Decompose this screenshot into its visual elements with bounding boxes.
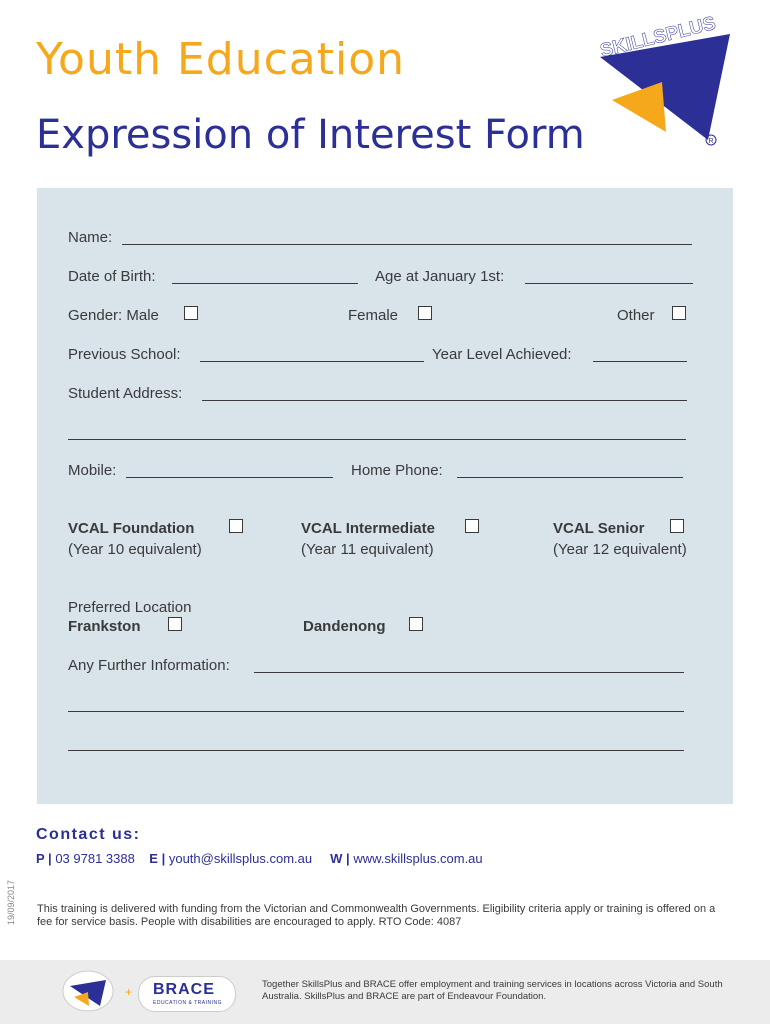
email-link[interactable]: youth@skillsplus.com.au: [168, 851, 313, 866]
other-checkbox[interactable]: [672, 306, 686, 320]
email-prefix: E |: [149, 851, 166, 866]
svg-text:SKILLSPLUS: SKILLSPLUS: [598, 12, 718, 62]
dandenong-checkbox[interactable]: [409, 617, 423, 631]
dob-label: Date of Birth:: [68, 268, 156, 285]
vcal-intermediate-label: VCAL Intermediate: [301, 520, 435, 537]
contact-heading: Contact us:: [36, 826, 141, 843]
plus-sign: +: [125, 985, 133, 999]
address-field-line2[interactable]: [68, 439, 686, 440]
frankston-label: Frankston: [68, 618, 141, 635]
further-info-label: Any Further Information:: [68, 657, 230, 674]
phone-prefix: P |: [36, 851, 52, 866]
female-checkbox[interactable]: [418, 306, 432, 320]
brace-logo: [138, 976, 236, 1012]
home-phone-field[interactable]: [457, 477, 683, 478]
name-field[interactable]: [122, 244, 692, 245]
year-level-label: Year Level Achieved:: [432, 346, 572, 363]
brace-logo-text: BRACE: [153, 981, 215, 998]
web-link[interactable]: www.skillsplus.com.au: [353, 851, 483, 866]
svg-text:R: R: [708, 138, 714, 145]
female-label: Female: [348, 307, 399, 324]
address-label: Student Address:: [68, 385, 183, 402]
year-level-field[interactable]: [593, 361, 687, 362]
other-label: Other: [617, 307, 655, 324]
page-subtitle: Expression of Interest Form: [36, 112, 585, 158]
frankston-checkbox[interactable]: [168, 617, 182, 631]
brace-logo-sub: EDUCATION & TRAINING: [153, 1000, 222, 1006]
home-phone-label: Home Phone:: [351, 462, 443, 479]
address-field[interactable]: [202, 400, 687, 401]
skillsplus-small-logo: [62, 970, 114, 1012]
previous-school-field[interactable]: [200, 361, 424, 362]
gender-male-label: Gender: Male: [68, 307, 159, 324]
side-date: 19/09/2017: [6, 879, 16, 925]
male-checkbox[interactable]: [184, 306, 198, 320]
phone-number[interactable]: 03 9781 3388: [55, 851, 135, 866]
preferred-location-label: Preferred Location: [68, 599, 192, 616]
mobile-field[interactable]: [126, 477, 333, 478]
vcal-foundation-checkbox[interactable]: [229, 519, 243, 533]
vcal-intermediate-sub: (Year 11 equivalent): [301, 541, 434, 558]
funding-note: This training is delivered with funding from the Victorian and Commonwealth Governments. Eligibility criteria apply or training is offered on a fee for service basis. People with disabilities are encouraged to apply. RTO Code: 4087: [37, 903, 716, 928]
further-info-field-line3[interactable]: [68, 750, 684, 751]
page-title: Youth Education: [36, 34, 406, 85]
age-label: Age at January 1st:: [375, 268, 505, 285]
dandenong-label: Dandenong: [303, 618, 386, 635]
contact-details: [36, 851, 483, 866]
vcal-foundation-label: VCAL Foundation: [68, 520, 195, 537]
vcal-senior-sub: (Year 12 equivalent): [553, 541, 687, 558]
previous-school-label: Previous School:: [68, 346, 181, 363]
skillsplus-logo: [590, 12, 740, 152]
web-prefix: W |: [330, 851, 350, 866]
vcal-senior-checkbox[interactable]: [670, 519, 684, 533]
further-info-field-line2[interactable]: [68, 711, 684, 712]
dob-field[interactable]: [172, 283, 358, 284]
name-label: Name:: [68, 229, 113, 246]
vcal-foundation-sub: (Year 10 equivalent): [68, 541, 202, 558]
footer-text: Together SkillsPlus and BRACE offer employment and training services in locations across Victoria and South Australia. SkillsPlus and BRACE are part of Endeavour Foundation.: [262, 979, 723, 1002]
vcal-senior-label: VCAL Senior: [553, 520, 645, 537]
age-field[interactable]: [525, 283, 693, 284]
mobile-label: Mobile:: [68, 462, 117, 479]
vcal-intermediate-checkbox[interactable]: [465, 519, 479, 533]
further-info-field[interactable]: [254, 672, 684, 673]
